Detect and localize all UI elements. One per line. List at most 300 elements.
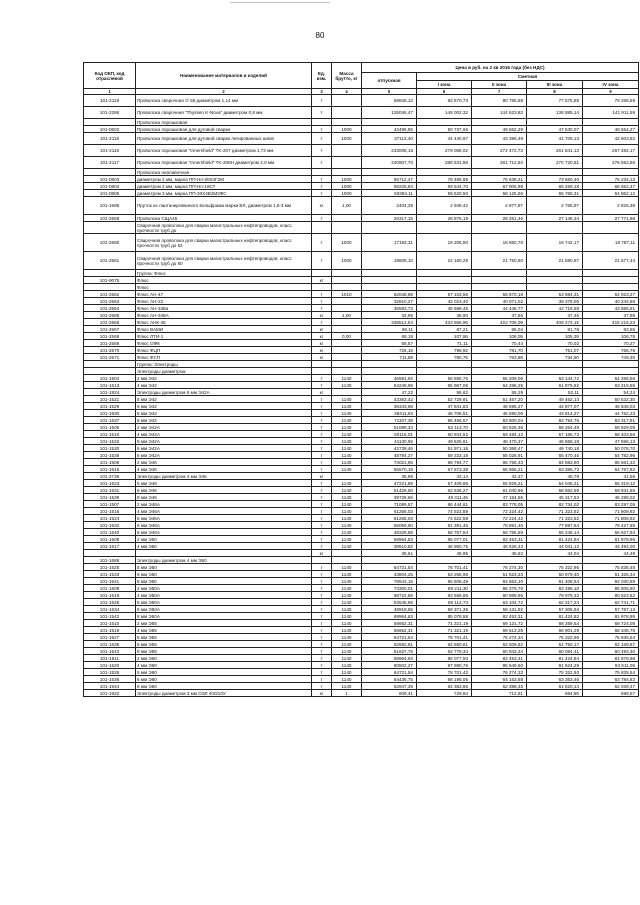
- row-zone-4-price: 63 784,63: [583, 676, 639, 683]
- row-name: Проволока СЩА45: [136, 215, 312, 222]
- row-zone-2-price: 712,61: [472, 690, 527, 697]
- header-zone-3: III зона: [527, 81, 583, 89]
- row-mass: 1140: [332, 438, 362, 445]
- header-zone-1: I зона: [417, 81, 472, 89]
- row-mass: 1140: [332, 515, 362, 522]
- row-zone-3-price: [527, 169, 583, 176]
- row-release-price: 48328,88: [362, 529, 417, 536]
- row-zone-4-price: 66 662,47: [583, 183, 639, 190]
- row-zone-3-price: 75 322,93: [527, 669, 583, 676]
- row-unit: т: [312, 319, 332, 326]
- row-code: [84, 119, 136, 126]
- row-mass: 1140: [332, 487, 362, 494]
- row-zone-3-price: 41 705,13: [527, 133, 583, 145]
- row-unit: т: [312, 375, 332, 382]
- row-code: 101-1688: [84, 557, 136, 564]
- row-mass: 1140: [332, 459, 362, 466]
- row-zone-3-price: 60 084,41: [527, 648, 583, 655]
- row-mass: 1140: [332, 634, 362, 641]
- row-zone-2-price: 37,65: [472, 312, 527, 319]
- row-release-price: 51428,50: [362, 487, 417, 494]
- row-release-price: 338512,54: [362, 319, 417, 326]
- row-mass: [332, 326, 362, 333]
- row-zone-1-price: 729,84: [417, 690, 472, 697]
- row-zone-4-price: 54,24: [583, 389, 639, 396]
- row-name: 8 мм Э42А: [136, 452, 312, 459]
- row-zone-2-price: 76 638,21: [472, 176, 527, 183]
- table-row: [84, 459, 639, 466]
- row-zone-2-price: 83 778,05: [472, 501, 527, 508]
- row-name: 4 мм Э50А: [136, 592, 312, 599]
- row-zone-1-price: 89 211,30: [417, 585, 472, 592]
- row-zone-2-price: 60 626,35: [472, 424, 527, 431]
- row-unit: т: [312, 459, 332, 466]
- row-mass: 1140: [332, 452, 362, 459]
- row-zone-2-price: [472, 270, 527, 277]
- row-code: [84, 284, 136, 291]
- row-release-price: [362, 270, 417, 277]
- row-unit: т: [312, 676, 332, 683]
- row-code: 101-1922: [84, 690, 136, 697]
- row-zone-4-price: 44 494,00: [583, 543, 639, 550]
- row-zone-4-price: 40 244,66: [583, 298, 639, 305]
- table-row: [84, 620, 639, 627]
- row-release-price: 58,57: [362, 340, 417, 347]
- row-zone-2-price: 106,05: [472, 333, 527, 340]
- row-zone-2-price: 46 695,27: [472, 403, 527, 410]
- row-zone-2-price: 95 549,60: [472, 662, 527, 669]
- table-row: [84, 606, 639, 613]
- row-code: 101-1539: [84, 494, 136, 501]
- row-unit: т: [312, 410, 332, 417]
- row-zone-4-price: 48 654,27: [583, 126, 639, 133]
- row-unit: т: [312, 655, 332, 662]
- row-zone-2-price: 60 843,34: [472, 648, 527, 655]
- row-zone-2-price: 47 154,55: [472, 494, 527, 501]
- row-name: Флюс АН-348А: [136, 312, 312, 319]
- row-zone-2-price: [472, 222, 527, 234]
- row-mass: 1,00: [332, 197, 362, 215]
- row-name: Флюс ФЦП: [136, 347, 312, 354]
- table-row: [84, 466, 639, 473]
- table-body: [84, 95, 639, 697]
- row-name: Флюс ЛТИ-1: [136, 333, 312, 340]
- row-unit: [312, 270, 332, 277]
- scan-artifact-line: [230, 2, 330, 3]
- row-release-price: 39343,68: [362, 403, 417, 410]
- row-zone-4-price: 44,49: [583, 550, 639, 557]
- row-zone-2-price: 50 368,47: [472, 445, 527, 452]
- row-name: 8 мм Э46А: [136, 529, 312, 536]
- table-row: [84, 452, 639, 459]
- row-zone-3-price: 53,11: [527, 389, 583, 396]
- row-zone-4-price: 57 787,13: [583, 606, 639, 613]
- row-zone-4-price: 42 603,62: [583, 133, 639, 145]
- row-name: 5 мм Э42: [136, 396, 312, 403]
- row-name: Сварочная проволока для сварки магистральных нефтепроводов, класс прочности труб до 52: [136, 234, 312, 252]
- row-zone-1-price: 53 265,98: [417, 571, 472, 578]
- row-zone-2-price: [472, 368, 527, 375]
- row-release-price: 64721,54: [362, 564, 417, 571]
- row-release-price: 50384,11: [362, 190, 417, 197]
- row-zone-2-price: [472, 169, 527, 176]
- table-row: [84, 396, 639, 403]
- row-zone-1-price: 42 023,40: [417, 298, 472, 305]
- row-zone-2-price: 58 026,91: [472, 452, 527, 459]
- row-name: Проволока сварочная "Thyssen K-Nova" диаметром 0,8 мм: [136, 107, 312, 119]
- row-zone-3-price: 81 424,84: [527, 655, 583, 662]
- row-unit: т: [312, 305, 332, 312]
- table-row: [84, 445, 639, 452]
- row-code: 101-2118: [84, 133, 136, 145]
- row-zone-4-price: 81 978,95: [583, 613, 639, 620]
- table-row: [84, 662, 639, 669]
- row-code: 101-1528: [84, 669, 136, 676]
- row-release-price: 50116,01: [362, 431, 417, 438]
- row-release-price: 233008,15: [362, 145, 417, 157]
- row-zone-1-price: 65 967,06: [417, 382, 472, 389]
- row-mass: [332, 305, 362, 312]
- row-zone-4-price: 92 030,59: [583, 578, 639, 585]
- row-code: 101-1509: [84, 585, 136, 592]
- row-unit: т: [312, 641, 332, 648]
- row-zone-1-price: [417, 270, 472, 277]
- row-zone-3-price: [527, 361, 583, 368]
- row-mass: [332, 361, 362, 368]
- row-mass: 1140: [332, 445, 362, 452]
- row-name: 6 мм Э46: [136, 487, 312, 494]
- row-code: 101-2561: [84, 252, 136, 270]
- row-mass: 1140: [332, 641, 362, 648]
- row-unit: т: [312, 592, 332, 599]
- row-zone-4-price: [583, 368, 639, 375]
- row-unit: кг: [312, 340, 332, 347]
- row-name: 4 мм Э55: [136, 627, 312, 634]
- row-zone-1-price: 65 112,73: [417, 599, 472, 606]
- row-code: 101-0602: [84, 126, 136, 133]
- row-unit: т: [312, 452, 332, 459]
- row-name: Сварочная проволока для сварки магистральных нефтепроводов, класс прочности труб до: [136, 222, 312, 234]
- row-zone-4-price: 83 317,91: [583, 417, 639, 424]
- row-release-price: 726,15: [362, 347, 417, 354]
- row-name: Флюс АН-47: [136, 291, 312, 298]
- row-zone-1-price: 148 002,32: [417, 107, 472, 119]
- row-unit: т: [312, 291, 332, 298]
- row-zone-3-price: 83 495,10: [527, 585, 583, 592]
- row-unit: т: [312, 501, 332, 508]
- row-name: 4 мм Э46: [136, 466, 312, 473]
- row-name: Проволока порошковая для дуговой сварки легированных швов: [136, 133, 312, 145]
- row-zone-1-price: 433 566,96: [417, 319, 472, 326]
- row-zone-2-price: 82 453,31: [472, 613, 527, 620]
- row-zone-3-price: 734,60: [527, 354, 583, 361]
- row-zone-1-price: 22 160,29: [417, 252, 472, 270]
- row-unit: т: [312, 234, 332, 252]
- row-mass: 1000: [332, 133, 362, 145]
- row-zone-4-price: 54 782,96: [583, 452, 639, 459]
- row-unit: т: [312, 662, 332, 669]
- row-name: 5 мм Э50А: [136, 599, 312, 606]
- row-zone-3-price: 49 740,18: [527, 445, 583, 452]
- row-release-price: 41130,55: [362, 438, 417, 445]
- row-zone-4-price: [583, 119, 639, 126]
- row-code: 101-1598: [84, 197, 136, 215]
- row-code: 101-2116: [84, 145, 136, 157]
- row-code: 101-2566: [84, 319, 136, 326]
- row-zone-2-price: 76 274,33: [472, 669, 527, 676]
- row-unit: т: [312, 683, 332, 690]
- row-zone-3-price: 138 885,14: [527, 107, 583, 119]
- table-row: [84, 284, 639, 291]
- header-unit: Ед. изм.: [312, 63, 332, 89]
- row-zone-4-price: [583, 557, 639, 564]
- row-zone-1-price: 78 701,41: [417, 564, 472, 571]
- row-zone-2-price: 781,70: [472, 347, 527, 354]
- row-zone-2-price: [472, 284, 527, 291]
- row-unit: [312, 284, 332, 291]
- row-zone-4-price: 62 039,47: [583, 683, 639, 690]
- row-zone-1-price: 44 440,97: [417, 133, 472, 145]
- row-mass: [332, 298, 362, 305]
- row-zone-3-price: 58 662,59: [527, 487, 583, 494]
- table-row: [84, 676, 639, 683]
- row-code: 101-1542: [84, 613, 136, 620]
- row-release-price: 39728,66: [362, 494, 417, 501]
- row-name: 5 мм Э55: [136, 634, 312, 641]
- table-row: [84, 133, 639, 145]
- row-zone-2-price: 59 484,12: [472, 431, 527, 438]
- row-mass: 1140: [332, 410, 362, 417]
- row-zone-3-price: 63 385,73: [527, 466, 583, 473]
- row-zone-3-price: 82 754,76: [527, 417, 583, 424]
- col-number: 6: [417, 89, 472, 95]
- row-zone-2-price: 64 153,68: [472, 676, 527, 683]
- table-row: [84, 312, 639, 319]
- row-zone-1-price: 43,14: [417, 473, 472, 480]
- table-row: [84, 592, 639, 599]
- row-code: 101-1535: [84, 641, 136, 648]
- row-zone-2-price: 45,62: [472, 550, 527, 557]
- header-zone-4: IV зона: [583, 81, 639, 89]
- row-mass: [332, 354, 362, 361]
- row-mass: 1140: [332, 522, 362, 529]
- row-zone-3-price: 46 556,18: [527, 438, 583, 445]
- row-zone-4-price: 75 835,48: [583, 564, 639, 571]
- row-mass: [332, 347, 362, 354]
- row-zone-1-price: 81 391,46: [417, 522, 472, 529]
- row-unit: кг: [312, 312, 332, 319]
- row-release-price: 52048,89: [362, 291, 417, 298]
- table-row: [84, 361, 639, 368]
- row-zone-1-price: 49 626,61: [417, 438, 472, 445]
- row-zone-3-price: 57 166,73: [527, 431, 583, 438]
- table-row: [84, 557, 639, 564]
- row-zone-4-price: [583, 284, 639, 291]
- table-row: [84, 319, 639, 326]
- row-release-price: 48918,55: [362, 606, 417, 613]
- row-zone-3-price: 63 353,46: [527, 676, 583, 683]
- table-row: [84, 690, 639, 697]
- header-name: Наименование материалов и изделий: [136, 63, 312, 89]
- row-code: 101-2571: [84, 354, 136, 361]
- table-row: [84, 648, 639, 655]
- row-zone-3-price: 53 684,31: [527, 291, 583, 298]
- row-mass: 1140: [332, 417, 362, 424]
- row-unit: т: [312, 417, 332, 424]
- row-zone-2-price: 40 971,02: [472, 298, 527, 305]
- row-zone-4-price: 37,98: [583, 312, 639, 319]
- row-release-price: 38411,93: [362, 410, 417, 417]
- row-zone-3-price: 75 322,96: [527, 634, 583, 641]
- row-zone-1-price: [417, 557, 472, 564]
- row-zone-2-price: 43 396,49: [472, 133, 527, 145]
- row-release-price: 35,96: [362, 473, 417, 480]
- row-zone-4-price: 83,55: [583, 326, 639, 333]
- row-zone-1-price: 60 943,52: [417, 431, 472, 438]
- table-row: [84, 183, 639, 190]
- row-unit: т: [312, 133, 332, 145]
- row-zone-1-price: [417, 284, 472, 291]
- row-zone-1-price: 48 311,46: [417, 494, 472, 501]
- row-zone-4-price: 62 169,87: [583, 641, 639, 648]
- row-name: 2 мм Э42А: [136, 424, 312, 431]
- row-zone-2-price: 281 712,64: [472, 157, 527, 169]
- row-zone-1-price: 57 103,56: [417, 291, 472, 298]
- row-mass: [332, 169, 362, 176]
- row-mass: [332, 368, 362, 375]
- row-release-price: 64721,54: [362, 634, 417, 641]
- row-zone-1-price: [417, 119, 472, 126]
- row-mass: [332, 319, 362, 326]
- row-mass: 1,00: [332, 312, 362, 319]
- row-name: 6 мм Э60: [136, 676, 312, 683]
- table-row: [84, 403, 639, 410]
- row-release-price: 47,22: [362, 389, 417, 396]
- row-name: 5 мм Э60: [136, 669, 312, 676]
- row-zone-2-price: 76 274,34: [472, 634, 527, 641]
- row-zone-3-price: [527, 277, 583, 284]
- row-unit: [312, 119, 332, 126]
- row-code: 101-2563: [84, 298, 136, 305]
- row-zone-4-price: 267 482,17: [583, 145, 639, 157]
- table-row: [84, 197, 639, 215]
- row-unit: т: [312, 382, 332, 389]
- row-zone-4-price: 50 078,70: [583, 445, 639, 452]
- row-zone-4-price: 276 552,85: [583, 157, 639, 169]
- table-row: [84, 417, 639, 424]
- row-zone-4-price: [583, 277, 639, 284]
- row-name: диаметром 3 мм, марка ПП-Нп-19СТ: [136, 183, 312, 190]
- row-unit: т: [312, 606, 332, 613]
- row-unit: т: [312, 126, 332, 133]
- row-unit: т: [312, 529, 332, 536]
- row-zone-2-price: [472, 277, 527, 284]
- row-zone-4-price: 71 808,92: [583, 515, 639, 522]
- row-zone-2-price: 58 125,56: [472, 190, 527, 197]
- row-zone-1-price: 64 383,86: [417, 683, 472, 690]
- row-zone-3-price: 50 979,40: [527, 571, 583, 578]
- row-release-price: 42739,46: [362, 445, 417, 452]
- row-unit: т: [312, 536, 332, 543]
- row-release-price: 53545,56: [362, 599, 417, 606]
- row-zone-4-price: 71 808,92: [583, 508, 639, 515]
- col-number: 5: [362, 89, 417, 95]
- row-zone-2-price: 80 755,68: [472, 95, 527, 107]
- row-zone-2-price: [472, 119, 527, 126]
- row-unit: т: [312, 669, 332, 676]
- row-release-price: 52692,81: [362, 641, 417, 648]
- row-name: диаметром 2 мм, марка ПП-Нп-30Х4Г2М: [136, 176, 312, 183]
- col-number: 8: [527, 89, 583, 95]
- row-name: Электроды диаметром 4 мм Э50: [136, 557, 312, 564]
- row-unit: т: [312, 183, 332, 190]
- row-zone-3-price: 406 274,15: [527, 319, 583, 326]
- row-mass: [332, 95, 362, 107]
- row-unit: т: [312, 107, 332, 119]
- row-mass: [332, 550, 362, 557]
- row-zone-2-price: 86 379,78: [472, 585, 527, 592]
- row-zone-1-price: 56,62: [417, 389, 472, 396]
- row-zone-3-price: 27 146,34: [527, 215, 583, 222]
- row-release-price: 39510,82: [362, 543, 417, 550]
- row-zone-3-price: 81 424,84: [527, 536, 583, 543]
- row-zone-1-price: 86 466,57: [417, 417, 472, 424]
- row-release-price: 35593,73: [362, 305, 417, 312]
- row-code: [84, 368, 136, 375]
- row-mass: 1000: [332, 176, 362, 183]
- row-unit: т: [312, 190, 332, 197]
- row-zone-4-price: 415 215,23: [583, 319, 639, 326]
- row-zone-3-price: [527, 270, 583, 277]
- row-zone-4-price: 75 835,54: [583, 669, 639, 676]
- row-unit: т: [312, 578, 332, 585]
- row-mass: 1140: [332, 424, 362, 431]
- row-code: 101-1521: [84, 396, 136, 403]
- row-code: 101-1543: [84, 648, 136, 655]
- row-zone-2-price: 763,88: [472, 354, 527, 361]
- table-row: [84, 487, 639, 494]
- row-zone-2-price: 28 251,46: [472, 215, 527, 222]
- row-zone-3-price: 77 575,85: [527, 95, 583, 107]
- row-zone-2-price: 44 446,77: [472, 305, 527, 312]
- row-code: 101-2567: [84, 326, 136, 333]
- row-zone-3-price: 61 879,82: [527, 382, 583, 389]
- row-name: Группа: Электроды: [136, 361, 312, 368]
- row-unit: т: [312, 445, 332, 452]
- table-row: [84, 480, 639, 487]
- row-code: [84, 169, 136, 176]
- row-zone-3-price: 65 259,18: [527, 183, 583, 190]
- row-code: 101-9075: [84, 277, 136, 284]
- row-zone-1-price: 57 409,86: [417, 480, 472, 487]
- row-code: 101-1537: [84, 417, 136, 424]
- table-row: [84, 550, 639, 557]
- row-unit: [312, 368, 332, 375]
- row-unit: т: [312, 466, 332, 473]
- row-name: Флюс АН-348а: [136, 305, 312, 312]
- row-unit: т: [312, 145, 332, 157]
- row-unit: т: [312, 627, 332, 634]
- table-row: [84, 95, 639, 107]
- row-unit: т: [312, 403, 332, 410]
- row-unit: т: [312, 298, 332, 305]
- row-zone-4-price: 75 835,54: [583, 634, 639, 641]
- col-number: 7: [472, 89, 527, 95]
- row-zone-3-price: 751,07: [527, 347, 583, 354]
- row-zone-2-price: 72 224,42: [472, 515, 527, 522]
- row-code: [84, 270, 136, 277]
- row-name: 4 мм Э50: [136, 543, 312, 550]
